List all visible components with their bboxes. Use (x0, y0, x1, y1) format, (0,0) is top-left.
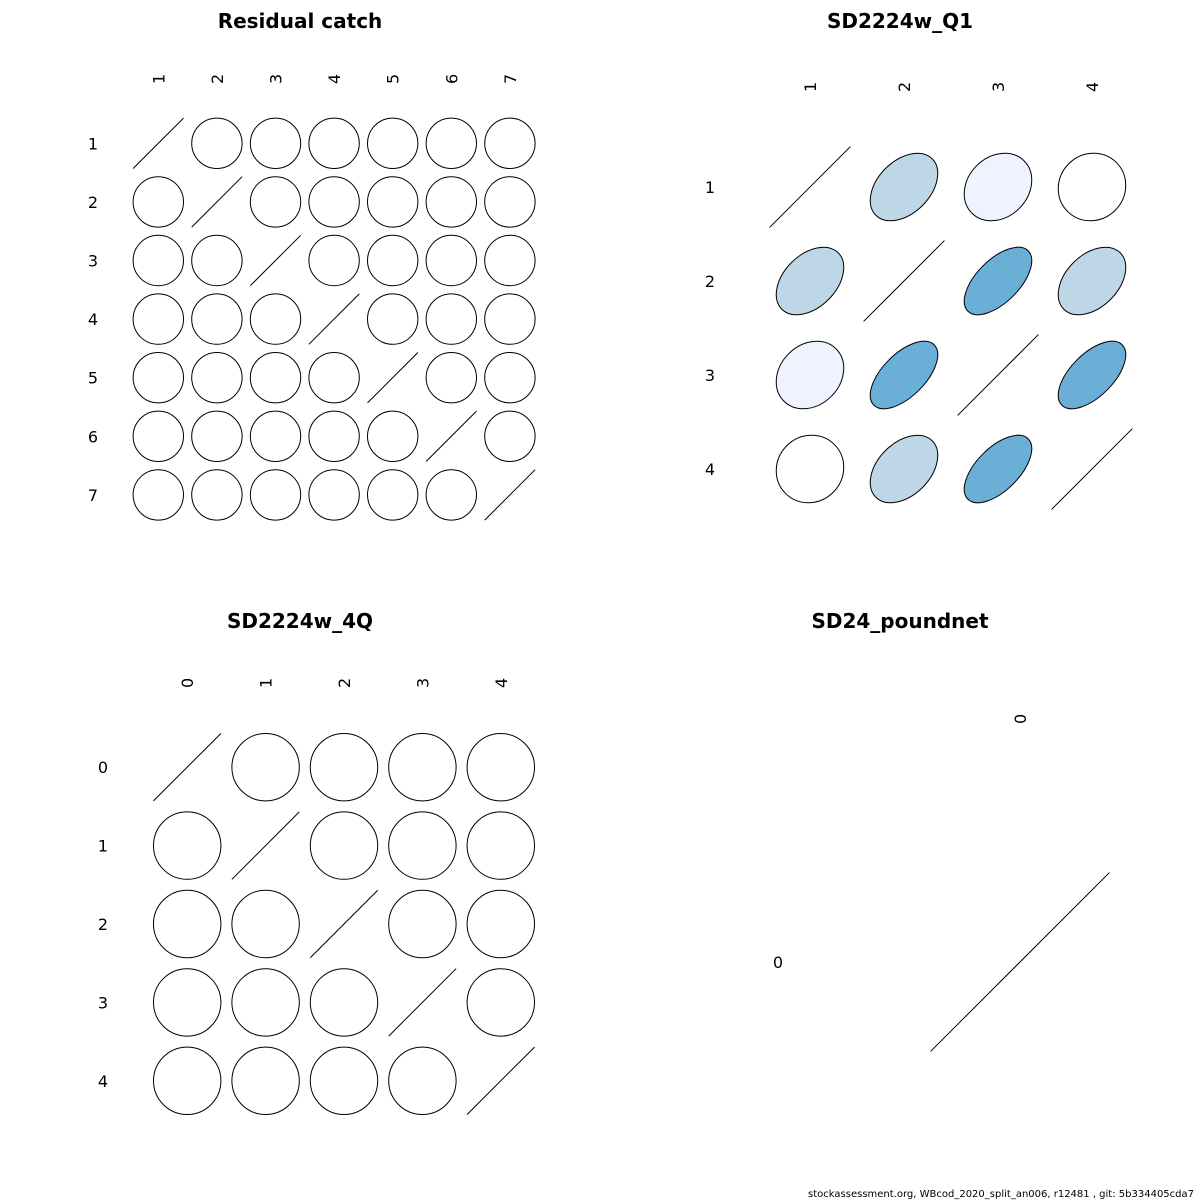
correlation-ellipse (474, 166, 545, 237)
correlation-ellipse (416, 166, 487, 237)
column-label: 4 (491, 677, 511, 688)
correlation-ellipse (240, 459, 311, 530)
diagonal-line (310, 890, 377, 957)
correlation-ellipse (298, 401, 369, 472)
chart-panel-1 (88, 9, 546, 531)
column-label: 6 (442, 73, 462, 84)
column-label: 3 (989, 81, 1008, 92)
correlation-ellipse (357, 108, 428, 179)
correlation-ellipse (416, 459, 487, 530)
row-label: 1 (97, 836, 109, 856)
correlation-ellipse (181, 225, 252, 296)
correlation-ellipse (474, 342, 545, 413)
diagonal-line (467, 1047, 534, 1114)
row-label: 0 (97, 758, 109, 778)
correlation-ellipse (375, 798, 470, 893)
correlation-ellipse (953, 424, 1043, 514)
diagonal-line (389, 969, 456, 1036)
row-label: 3 (704, 366, 716, 385)
diagonal-line (309, 294, 359, 344)
column-label: 0 (1011, 713, 1030, 724)
correlation-ellipse (375, 720, 470, 815)
correlation-ellipse (951, 140, 1046, 235)
column-label: 5 (383, 73, 403, 84)
correlation-ellipse (240, 283, 311, 354)
correlation-ellipse (298, 108, 369, 179)
diagonal-line (153, 733, 220, 800)
correlation-ellipse (181, 401, 252, 472)
correlation-ellipse (474, 401, 545, 472)
correlation-ellipse (181, 342, 252, 413)
column-label: 1 (801, 81, 820, 92)
correlation-ellipse (357, 166, 428, 237)
row-label: 1 (87, 134, 99, 154)
diagonal-line (1052, 429, 1133, 510)
row-label: 3 (97, 993, 109, 1013)
correlation-ellipse (1044, 139, 1139, 234)
correlation-ellipse (453, 720, 548, 815)
correlation-ellipse (375, 876, 470, 971)
diagonal-line (931, 873, 1110, 1052)
correlation-ellipse (140, 1033, 235, 1128)
correlation-ellipse (453, 955, 548, 1050)
correlation-ellipse (123, 225, 194, 296)
row-label: 2 (97, 915, 109, 934)
column-label: 1 (149, 73, 169, 84)
correlation-ellipse (296, 955, 391, 1050)
diagonal-line (368, 353, 418, 403)
correlation-ellipse (762, 421, 857, 516)
correlation-ellipse (416, 283, 487, 354)
column-label: 2 (335, 677, 354, 688)
correlation-ellipse (218, 955, 313, 1050)
correlation-ellipse (240, 342, 311, 413)
diagonal-line (192, 177, 242, 227)
correlation-ellipse (181, 108, 252, 179)
column-label: 2 (895, 81, 914, 92)
diagonal-line (232, 812, 299, 879)
correlation-ellipse (1047, 330, 1137, 420)
correlation-ellipse (123, 166, 194, 237)
diagonal-line (958, 335, 1039, 416)
correlation-ellipse (298, 225, 369, 296)
correlation-ellipse (416, 342, 487, 413)
chart-panel-3 (98, 609, 549, 1128)
row-label: 2 (704, 272, 716, 291)
row-label: 4 (97, 1071, 109, 1091)
correlation-ellipse (298, 166, 369, 237)
correlation-ellipse (181, 283, 252, 354)
correlation-ellipse (296, 720, 391, 815)
correlation-ellipse (140, 798, 235, 893)
row-label: 5 (87, 368, 99, 388)
chart-title: SD2224w_4Q (226, 609, 374, 633)
correlation-ellipse (416, 225, 487, 296)
column-label: 3 (266, 73, 286, 84)
column-label: 1 (256, 677, 276, 688)
correlation-ellipse (763, 328, 858, 423)
correlation-ellipse (240, 401, 311, 472)
correlation-ellipse (298, 459, 369, 530)
correlation-ellipse (357, 401, 428, 472)
column-label: 4 (325, 73, 345, 84)
correlation-ellipse (357, 225, 428, 296)
correlation-ellipse (474, 225, 545, 296)
correlation-ellipse (240, 166, 311, 237)
diagonal-line (485, 470, 535, 520)
diagonal-line (250, 235, 300, 285)
correlation-ellipse (357, 283, 428, 354)
correlation-ellipse (453, 876, 548, 971)
correlation-ellipse (181, 459, 252, 530)
correlation-ellipse (218, 1033, 313, 1128)
row-label: 6 (87, 427, 99, 447)
correlation-ellipse (123, 342, 194, 413)
correlation-ellipse (140, 876, 235, 971)
diagonal-line (426, 411, 476, 461)
correlation-ellipse (140, 955, 235, 1050)
row-label: 0 (772, 953, 784, 972)
correlation-ellipse (763, 234, 856, 327)
correlation-ellipse (296, 1033, 391, 1128)
row-label: 2 (87, 192, 99, 212)
correlation-ellipse (474, 108, 545, 179)
correlation-ellipse (953, 236, 1043, 326)
row-label: 1 (704, 178, 716, 197)
correlation-ellipse (416, 108, 487, 179)
column-label: 3 (413, 677, 433, 688)
correlation-ellipse (123, 283, 194, 354)
row-label: 3 (87, 251, 99, 271)
correlation-ellipse (375, 1033, 470, 1128)
correlation-ellipse (357, 459, 428, 530)
row-label: 4 (704, 460, 716, 479)
chart-title: SD24_poundnet (811, 609, 989, 633)
row-label: 4 (87, 310, 99, 330)
correlation-ellipse (123, 401, 194, 472)
correlation-ellipse (298, 342, 369, 413)
footer-credit: stockassessment.org, WBcod_2020_split_an006, r12481 , git: 5b334405cda7 (808, 1189, 1194, 1200)
correlation-ellipse (857, 422, 950, 515)
column-label: 0 (178, 677, 198, 688)
diagonal-line (770, 147, 851, 228)
correlation-ellipse (240, 108, 311, 179)
correlation-ellipse (123, 459, 194, 530)
column-label: 7 (500, 73, 520, 84)
chart-panel-4 (773, 609, 1110, 1051)
correlation-ellipse (857, 140, 950, 233)
chart-panel-2 (705, 9, 1140, 517)
correlation-ellipse (296, 798, 391, 893)
row-label: 7 (87, 485, 99, 505)
correlation-ellipse (218, 720, 313, 815)
chart-title: Residual catch (217, 9, 383, 33)
correlation-ellipse (218, 876, 313, 971)
chart-title: SD2224w_Q1 (826, 9, 974, 33)
correlation-ellipse (859, 330, 949, 420)
diagonal-line (864, 241, 945, 322)
correlation-ellipse (453, 798, 548, 893)
correlation-ellipse (474, 283, 545, 354)
diagonal-line (133, 118, 183, 168)
column-label: 2 (207, 73, 227, 84)
correlation-ellipse (1045, 234, 1138, 327)
column-label: 4 (1083, 81, 1102, 92)
